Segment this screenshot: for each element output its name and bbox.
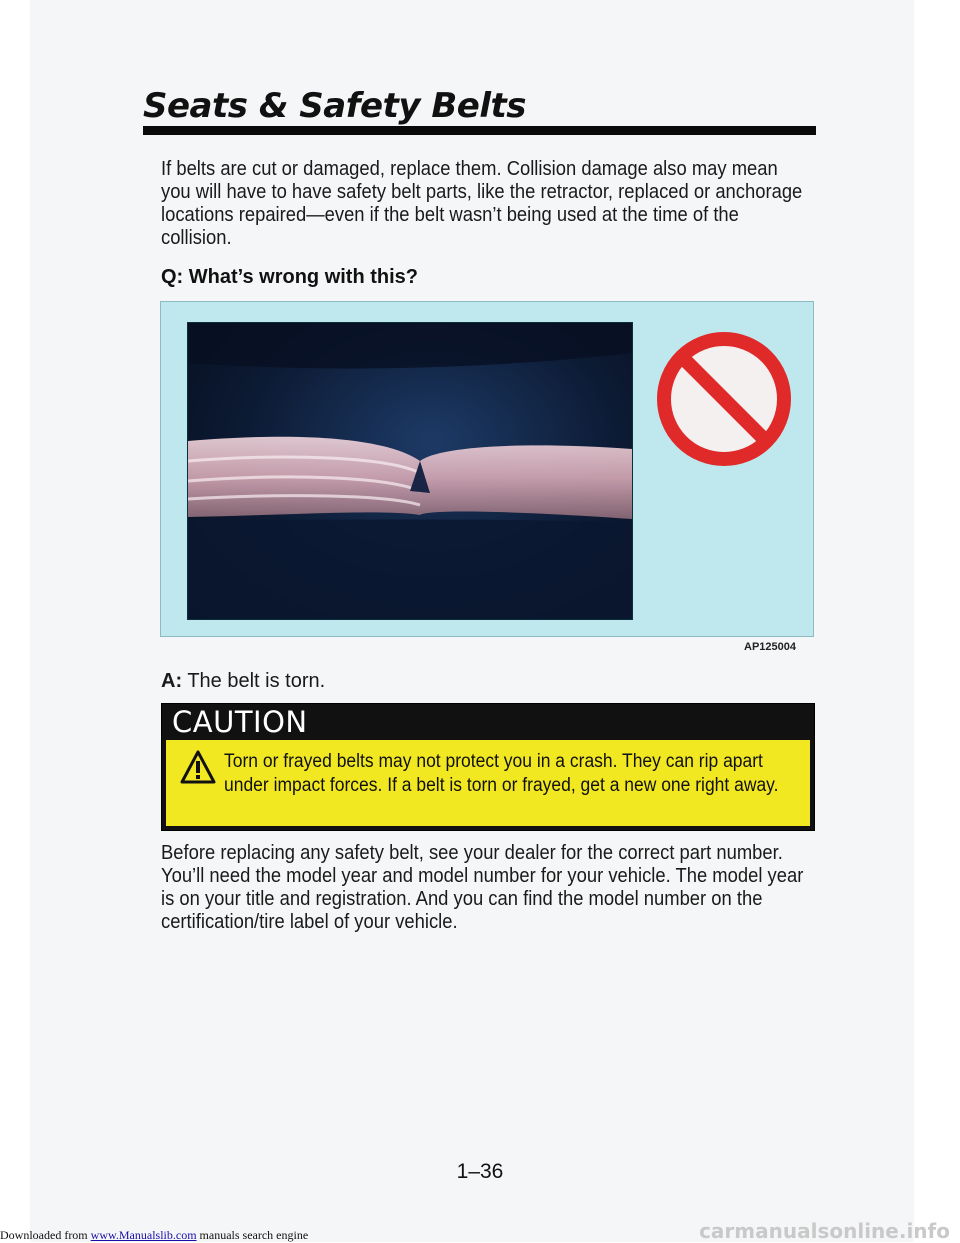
caution-box	[161, 703, 815, 831]
figure-code: AP125004	[744, 641, 796, 653]
figure-torn-belt	[160, 301, 814, 637]
page-number: 1–36	[456, 1160, 504, 1183]
watermark: carmanualsonline.info	[699, 1219, 950, 1243]
footer-prefix: Downloaded from	[0, 1228, 88, 1242]
answer-label: A:	[161, 670, 183, 692]
footer-suffix: manuals search engine	[199, 1228, 309, 1242]
footer-link[interactable]: www.Manualslib.com	[90, 1228, 197, 1242]
caution-heading: CAUTION	[172, 705, 308, 739]
warning-triangle-icon	[180, 750, 216, 784]
answer	[161, 670, 325, 693]
section-title: Seats & Safety Belts	[143, 86, 526, 126]
question-text: Q: What’s wrong with this?	[161, 266, 419, 288]
answer-text: The belt is torn.	[187, 670, 326, 692]
paragraph-damaged-belts: If belts are cut or damaged, replace them. Collision damage also may mean you will have to have safety belt parts, like the retractor, replaced or anchorage locations repaired—even if the belt wasn’t being used at the time of the collision.	[161, 158, 803, 249]
caution-body	[166, 740, 810, 826]
paragraph-replacement: Before replacing any safety belt, see your dealer for the correct part number. You’ll need the model year and model number for your vehicle. The model year is on your title and registration. And you can find the model number on the certification/tire label of your vehicle.	[161, 842, 804, 933]
caution-text: Torn or frayed belts may not protect you in a crash. They can rip apart under impact forces. If a belt is torn or frayed, get a new one right away.	[224, 751, 779, 796]
title-rule	[143, 126, 816, 135]
torn-belt-photo	[187, 322, 633, 620]
footer-source	[0, 1228, 308, 1243]
prohibited-icon	[649, 324, 799, 474]
